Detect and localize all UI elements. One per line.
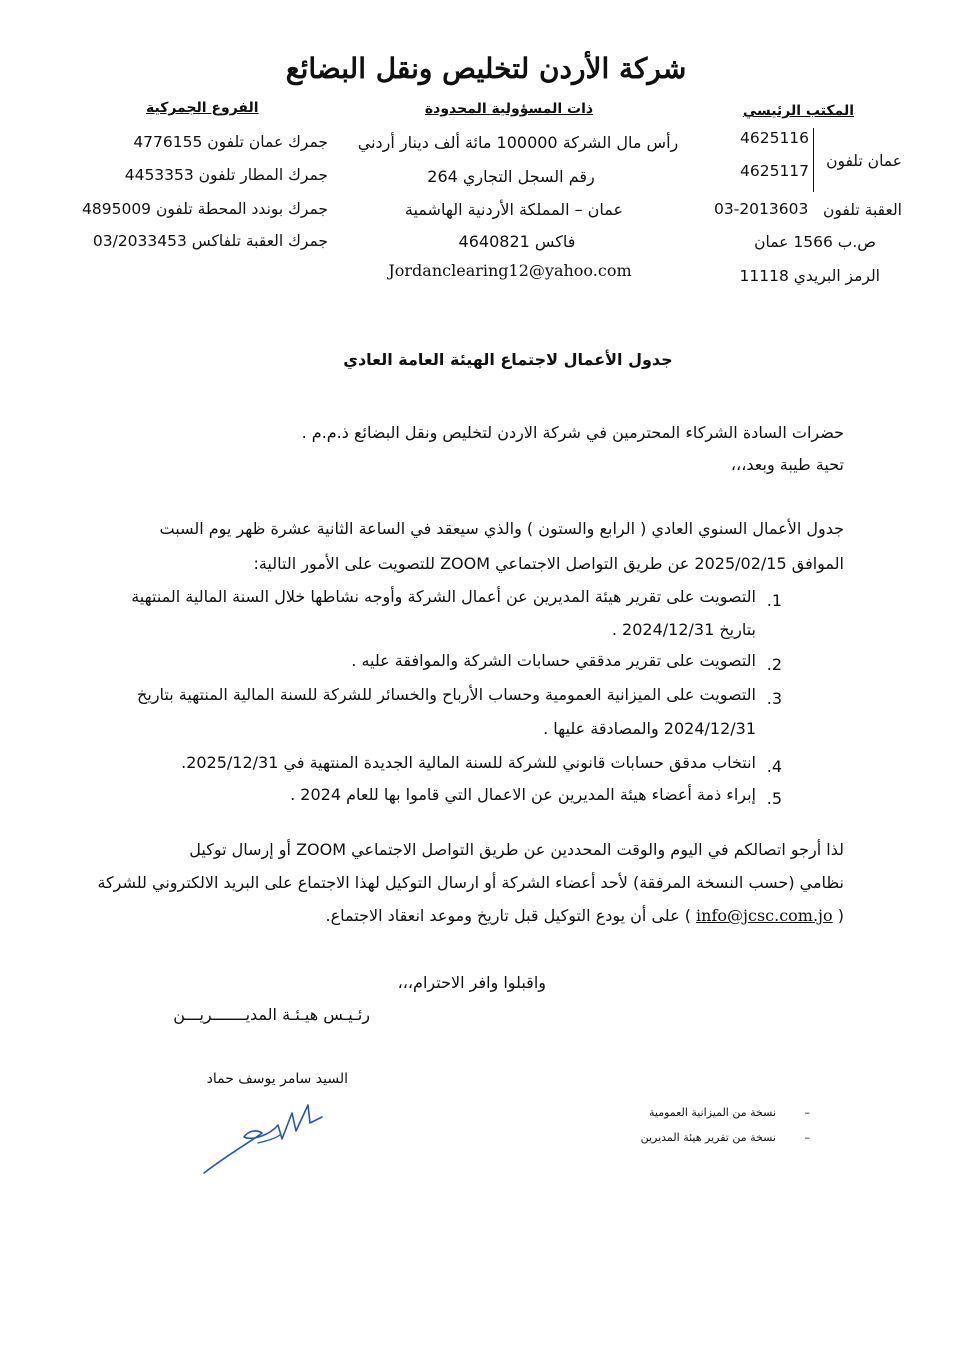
amman-phone-1: 4625116: [740, 129, 810, 147]
agenda-title: جدول الأعمال لاجتماع الهيئة العامة العادي: [343, 350, 673, 369]
branch-line-amman: جمرك عمان تلفون 4776155: [133, 133, 328, 151]
intro-line-2: الموافق 2025/02/15 عن طريق التواصل الاجتماعي ZOOM للتصويت على الأمور التالية:: [253, 554, 844, 573]
capital: رأس مال الشركة 100000 مائة ألف دينار أردني: [357, 133, 679, 152]
agenda-item-2: التصويت على تقرير مدققي حسابات الشركة والموافقة عليه .: [351, 651, 756, 670]
aqaba-phone-label: العقبة تلفون: [823, 201, 902, 219]
copy-1-text: نسخة من الميزانية العمومية: [649, 1106, 776, 1119]
commercial-registration: رقم السجل التجاري 264: [427, 167, 595, 186]
agenda-item-1-line-2: بتاريخ 2024/12/31 .: [611, 620, 756, 639]
closing-paren-open: (: [837, 906, 844, 925]
intro-line-1: جدول الأعمال السنوي العادي ( الرابع والستون ) والذي سيعقد في الساعة الثانية عشرة ظهر يوم السبت: [159, 519, 844, 538]
item-number: 4.: [766, 757, 782, 776]
regards: واقبلوا وافر الاحترام،،،: [397, 973, 546, 992]
closing-line-2: نظامي (حسب النسخة المرفقة) لأحد أعضاء الشركة أو ارسال التوكيل لهذا الاجتماع على البريد الالكتروني للشركة: [97, 873, 844, 892]
po-box: ص.ب 1566 عمان: [754, 233, 876, 251]
signatory-name: السيد سامر يوسف حماد: [206, 1071, 348, 1087]
copy-2-text: نسخة من تقرير هيئة المديرين: [640, 1131, 776, 1144]
branch-line-bonded: جمرك بوندد المحطة تلفون 4895009: [82, 200, 328, 218]
amman-phone-2: 4625117: [740, 162, 810, 180]
signature-image: [200, 1095, 330, 1175]
branches-title: الفروع الجمركية: [146, 100, 259, 116]
closing-line-3: [326, 906, 845, 925]
agenda-item-3-line-2: 2024/12/31 والمصادقة عليها .: [543, 719, 756, 738]
postal-code: الرمز البريدي 11118: [739, 267, 880, 285]
closing-line-3-rest: ) على أن يودع التوكيل قبل تاريخ وموعد انعقاد الاجتماع.: [325, 906, 691, 925]
greeting-line: تحية طيبة وبعد،،،: [730, 455, 844, 474]
copy-2-dash: –: [804, 1131, 810, 1144]
item-number: 2.: [766, 655, 782, 674]
aqaba-phone: 03-2013603: [714, 200, 809, 218]
branch-line-aqaba: جمرك العقبة تلفاكس 03/2033453: [92, 232, 328, 250]
agenda-item-5: إبراء ذمة أعضاء هيئة المديرين عن الاعمال التي قاموا بها للعام 2024 .: [290, 785, 756, 804]
main-office-title: المكتب الرئيسي: [742, 103, 854, 119]
closing-line-1: لذا أرجو اتصالكم في اليوم والوقت المحددين عن طريق التواصل الاجتماعي ZOOM أو إرسال توكيل: [189, 840, 844, 859]
item-number: 5.: [766, 789, 782, 808]
company-email-link[interactable]: info@jcsc.com.jo: [696, 906, 833, 925]
company-email: Jordanclearing12@yahoo.com: [388, 261, 632, 280]
company-name: شركة الأردن لتخليص ونقل البضائع: [285, 52, 687, 85]
location: عمان – المملكة الأردنية الهاشمية: [404, 200, 624, 219]
item-number: 3.: [766, 689, 782, 708]
signatory-title: رئـيـس هيـئـة المديـــــــريـــن: [173, 1005, 370, 1024]
agenda-item-1-line-1: التصويت على تقرير هيئة المديرين عن أعمال الشركة وأوجه نشاطها خلال السنة المالية المنتهية: [131, 587, 756, 606]
copy-1-dash: –: [804, 1106, 810, 1119]
legal-form: ذات المسؤولية المحدودة: [424, 101, 594, 117]
agenda-item-4: انتخاب مدقق حسابات قانوني للشركة للسنة المالية الجديدة المنتهية في 2025/12/31.: [181, 753, 756, 772]
salutation-line: حضرات السادة الشركاء المحترمين في شركة الاردن لتخليص ونقل البضائع ذ.م.م .: [301, 423, 844, 442]
item-number: 1.: [766, 591, 782, 610]
fax: فاكس 4640821: [458, 232, 576, 251]
branch-line-airport: جمرك المطار تلفون 4453353: [124, 166, 328, 184]
agenda-item-3-line-1: التصويت على الميزانية العمومية وحساب الأرباح والخسائر للشركة للسنة المالية المنتهية بتاريخ: [137, 685, 756, 704]
amman-phone-label: عمان تلفون: [826, 152, 902, 170]
